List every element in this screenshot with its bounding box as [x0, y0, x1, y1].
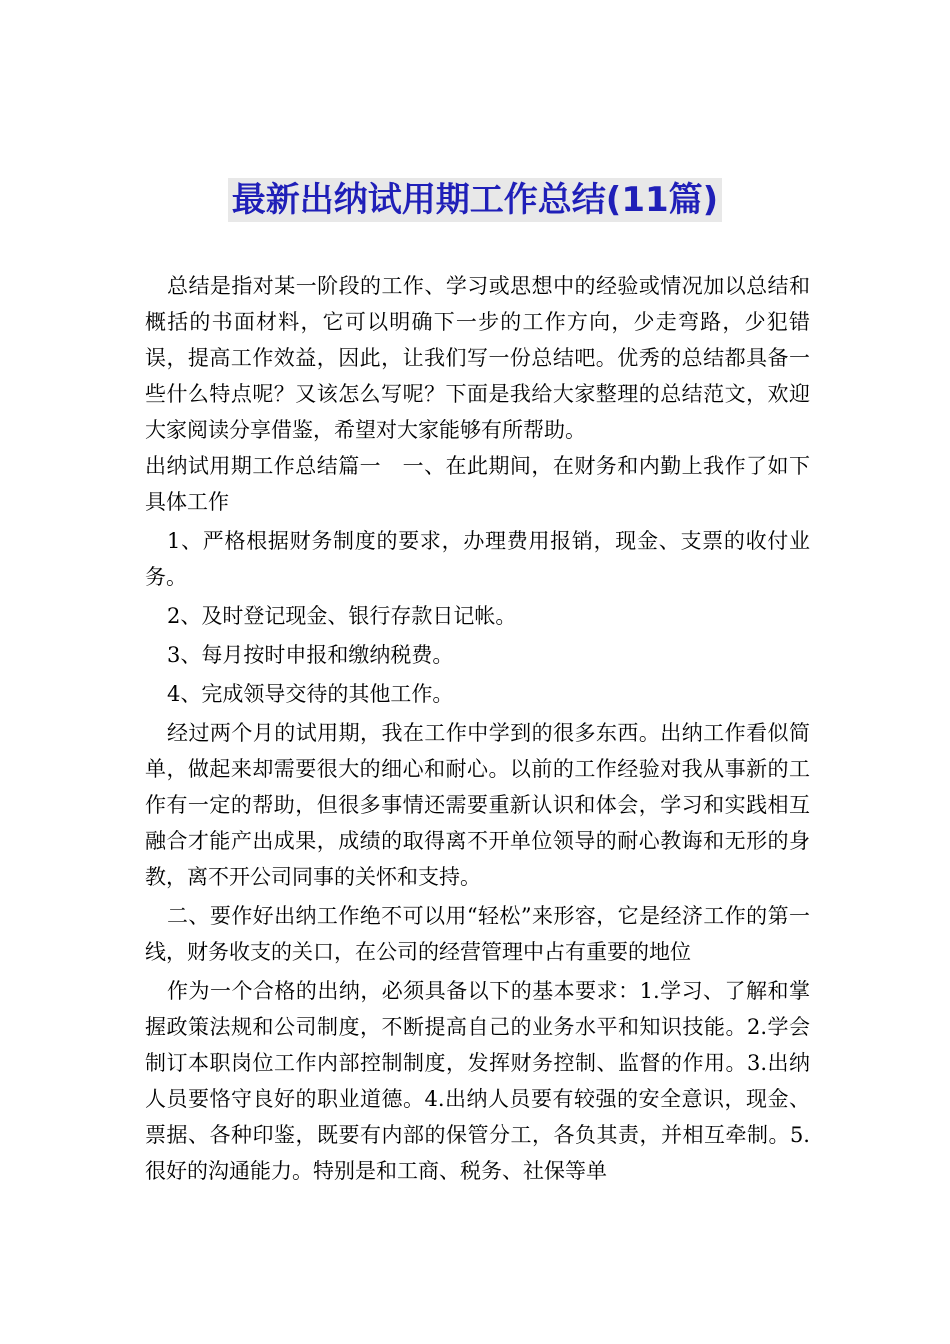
list-item-3: 3、每月按时申报和缴纳税费。 [167, 643, 454, 667]
requirements-paragraph: 作为一个合格的出纳，必须具备以下的基本要求：1.学习、了解和掌握政策法规和公司制度，不断提高自己的业务水平和知识技能。2.学会制订本职岗位工作内部控制制度，发挥财务控制、监督的作用。3.出纳人员要恪守良好的职业道德。4.出纳人员要有较强的安全意识，现金、票据、各种印鉴，既要有内部的保管分工，各负其责，并相互牵制。5.很好的沟通能力。特别是和工商、税务、社保等单 [145, 979, 810, 1183]
intro-paragraph: 总结是指对某一阶段的工作、学习或思想中的经验或情况加以总结和概括的书面材料，它可以明确下一步的工作方向，少走弯路，少犯错误，提高工作效益，因此，让我们写一份总结吧。优秀的总结都具备一些什么特点呢？又该怎么写呢？下面是我给大家整理的总结范文，欢迎大家阅读分享借鉴，希望对大家能够有所帮助。 [145, 274, 810, 442]
section-two-paragraph: 二、要作好出纳工作绝不可以用“轻松”来形容，它是经济工作的第一线，财务收支的关口，在公司的经营管理中占有重要的地位 [145, 904, 810, 964]
title-container [0, 178, 950, 222]
document-body [145, 268, 810, 1189]
list-item-2: 2、及时登记现金、银行存款日记帐。 [167, 604, 517, 628]
document-title: 最新出纳试用期工作总结(11篇) [228, 178, 722, 222]
list-item-1: 1、严格根据财务制度的要求，办理费用报销，现金、支票的收付业务。 [145, 529, 810, 589]
list-item-4: 4、完成领导交待的其他工作。 [167, 682, 454, 706]
section-heading-paragraph: 出纳试用期工作总结篇一 一、在此期间，在财务和内勤上我作了如下具体工作 [145, 454, 810, 514]
experience-paragraph: 经过两个月的试用期，我在工作中学到的很多东西。出纳工作看似简单，做起来却需要很大的细心和耐心。以前的工作经验对我从事新的工作有一定的帮助，但很多事情还需要重新认识和体会，学习和实践相互融合才能产出成果，成绩的取得离不开单位领导的耐心教诲和无形的身教，离不开公司同事的关怀和支持。 [145, 721, 810, 889]
